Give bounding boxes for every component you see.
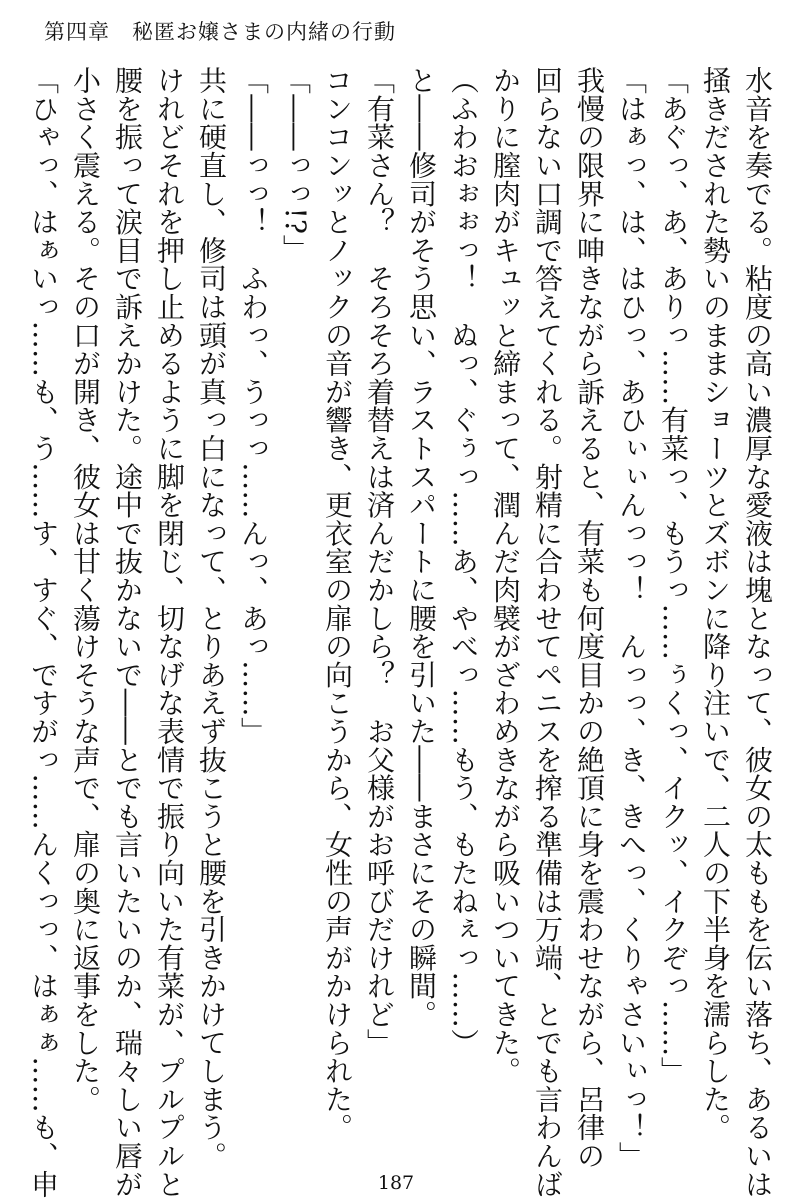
text-line: 水音を奏でる。粘度の高い濃厚な愛液は塊となって、彼女の太ももを伝い落ち、あるいは <box>741 66 774 1198</box>
text-line: けれどそれを押し止めるように脚を閉じ、切なげな表情で振り向いた有菜が、プルプルと <box>153 66 186 1198</box>
text-line: 回らない口調で答えてくれる。射精に合わせてペニスを搾る準備は万端、とでも言わんば <box>531 66 564 1198</box>
text-line: 「――っっ!?」 <box>279 66 312 263</box>
text-line: （ふわおぉぉっ！ ぬっ、ぐぅっ……あ、やべっ……もう、もたねぇっ……） <box>447 66 480 1057</box>
text-line: と――修司がそう思い、ラストスパートに腰を引いた――まさにその瞬間。 <box>405 66 438 1029</box>
text-line: 共に硬直し、修司は頭が真っ白になって、とりあえず抜こうと腰を引きかけてしまう。 <box>195 66 228 1170</box>
text-line: 「あぐっ、あ、ありっ……有菜っ、もうっ……ぅくっ、イクッ、イクぞっ……」 <box>657 66 690 1085</box>
running-header: 第四章 秘匿お嬢さまの内緒の行動 <box>44 20 396 44</box>
text-line: 腰を振って涙目で訴えかけた。途中で抜かないで――とでも言いたいのか、瑞々しい唇が <box>111 66 144 1198</box>
text-line: 「ひゃっ、はぁいっ……も、う……す、すぐ、ですがっ……んくっっ、はぁぁ……も、申 <box>27 66 60 1198</box>
text-line: 掻きだされた勢いのままショーツとズボンに降り注いで、二人の下半身を濡らした。 <box>699 66 732 1142</box>
text-line: コンコンッとノックの音が響き、更衣室の扉の向こうから、女性の声がかけられた。 <box>321 66 354 1142</box>
text-line: 「――っっ！ ふわっ、うっっ……んっ、あっ……」 <box>237 66 270 746</box>
text-line: 「はぁっ、は、はひっ、あひぃぃんっっ！ んっっ、き、きへっ、くりゃさいぃっ！」 <box>615 66 648 1170</box>
text-line: 「有菜さん？ そろそろ着替えは済んだかしら？ お父様がお呼びだけれど」 <box>363 66 396 1057</box>
text-line: 我慢の限界に呻きながら訴えると、有菜も何度目かの絶頂に身を震わせながら、呂律の <box>573 66 606 1170</box>
page-number: 187 <box>377 1172 415 1194</box>
text-line: 小さく震える。その口が開き、彼女は甘く蕩けそうな声で、扉の奥に返事をした。 <box>69 66 102 1114</box>
text-line: かりに膣肉がキュッと締まって、潤んだ肉襞がざわめきながら吸いついてきた。 <box>489 66 522 1085</box>
